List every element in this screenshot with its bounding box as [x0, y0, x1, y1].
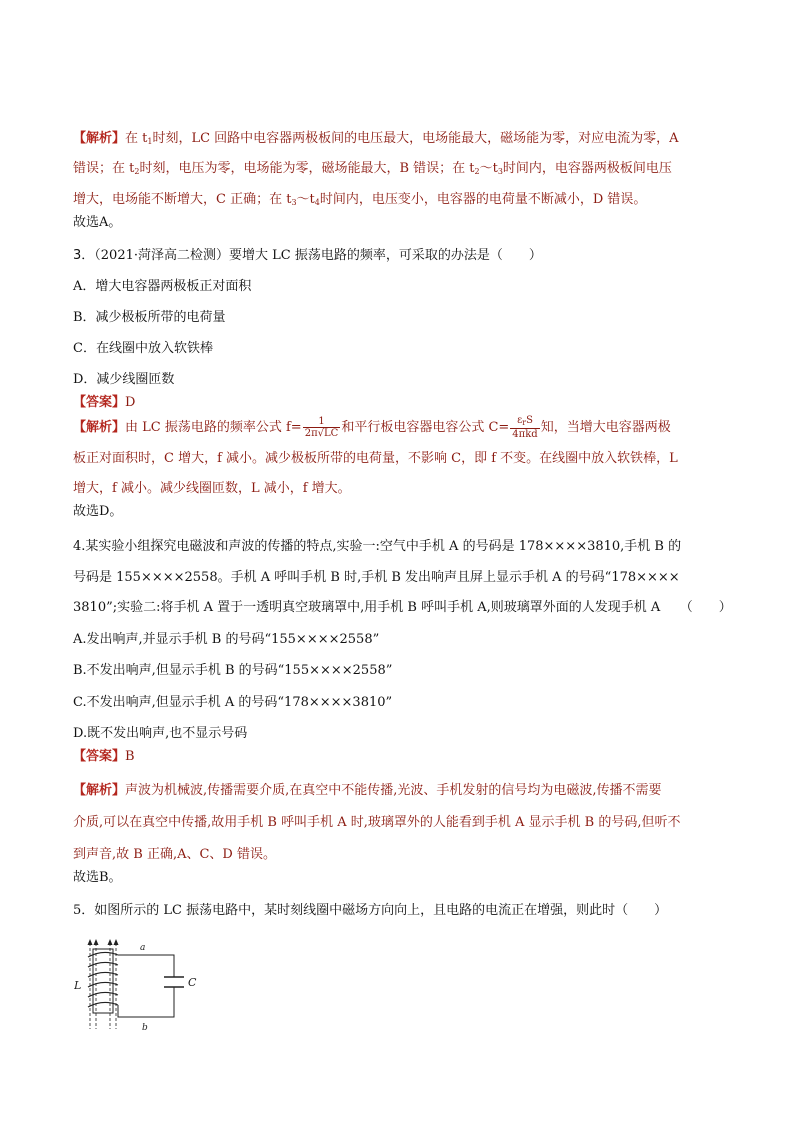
q3-analysis-line-2: 板正对面积时，C 增大，f 减小。减少极板所带的电荷量，不影响 C，即 f 不变。在线圈中放入软铁棒，L — [73, 451, 678, 466]
coil-label: L — [74, 979, 82, 992]
q4-option-d: D.既不发出响声,也不显示号码 — [73, 726, 248, 741]
q4-stem-line-2: 号码是 155××××2558。手机 A 呼叫手机 B 时,手机 B 发出响声且屏上显示手机 A 的号码“178×××× — [73, 570, 680, 585]
q4-stem-line-3: 3810”;实验二:将手机 A 置于一透明真空玻璃罩中,用手机 B 呼叫手机 A,则玻璃罩外面的人发现手机 A （ ） — [73, 600, 732, 615]
field-arrows — [88, 939, 119, 945]
q4-answer: 【答案】B — [73, 749, 135, 764]
answer-tag: 【答案】 — [73, 749, 126, 764]
analysis-tag: 【解析】 — [73, 131, 126, 146]
prev-analysis-line-3: 增大，电场能不断增大，C 正确；在 $t_3\sim t_4$时间内，电压变小，电容器的电荷量不断减小，D 错误。 — [73, 192, 647, 207]
capacitor — [164, 977, 184, 987]
circuit-wires — [118, 955, 174, 1017]
q4-choose: 故选B。 — [73, 870, 122, 885]
q4-stem-line-1: 4.某实验小组探究电磁波和声波的传播的特点,实验一:空气中手机 A 的号码是 178××××3810,手机 B 的 — [73, 539, 682, 554]
prev-analysis-line-1: 【解析】在 $t_1$时刻，LC 回路中电容器两极板间的电压最大，电场能最大，磁场能为零，对应电流为零，A — [73, 131, 679, 146]
capacitance-formula: $\frac{\varepsilon_rS}{\text{4πkd}}$ — [512, 415, 538, 440]
prev-analysis-line-2: 错误；在 $t_2$时刻，电压为零，电场能为零，磁场能最大，B 错误；在 $t_2\sim t_3$时间内，电容器两极板间电压 — [73, 161, 672, 176]
q3-option-b: B．减少极板所带的电荷量 — [73, 310, 226, 325]
q4-option-a: A.发出响声,并显示手机 B 的号码“155××××2558” — [73, 632, 380, 647]
q3-stem: 3．（2021·菏泽高二检测）要增大 LC 振荡电路的频率，可采取的办法是（ ） — [73, 248, 542, 263]
q4-option-c: C.不发出响声,但显示手机 A 的号码“178××××3810” — [73, 695, 393, 710]
analysis-tag: 【解析】 — [73, 420, 126, 435]
lc-circuit-diagram — [74, 937, 214, 1033]
q3-analysis-line-3: 增大，f 减小。减少线圈匝数，L 减小，f 增大。 — [73, 481, 351, 496]
frequency-formula: $\frac{1}{2\pi√LC}$ — [304, 416, 339, 439]
q3-analysis-line-1: 【解析】由 LC 振荡电路的频率公式 f= $\frac{1}{2\pi√LC}$ 和平行板电容器电容公式 C= $\frac{\varepsilon_rS}{\text{4πkd}}$ 知，当增大电容器两极 — [73, 415, 671, 440]
analysis-tag: 【解析】 — [73, 783, 126, 798]
answer-tag: 【答案】 — [73, 395, 126, 410]
field-lines — [90, 943, 116, 1029]
q4-analysis-line-2: 介质,可以在真空中传播,故用手机 B 呼叫手机 A 时,玻璃罩外的人能看到手机 A 显示手机 B 的号码,但听不 — [73, 815, 681, 830]
q3-option-a: A．增大电容器两极板正对面积 — [73, 279, 252, 294]
q3-option-c: C．在线圈中放入软铁棒 — [73, 341, 213, 356]
q3-number: 3． — [73, 248, 95, 263]
q5-stem: 5．如图所示的 LC 振荡电路中，某时刻线圈中磁场方向向上，且电路的电流正在增强，则此时（ ） — [73, 903, 668, 918]
q4-option-b: B.不发出响声,但显示手机 B 的号码“155××××2558” — [73, 663, 393, 678]
capacitor-label: C — [188, 976, 197, 989]
q4-analysis-line-1: 【解析】声波为机械波,传播需要介质,在真空中不能传播,光波、手机发射的信号均为电磁波,传播不需要 — [73, 783, 662, 798]
node-b-label: b — [142, 1023, 148, 1033]
node-a-label: a — [140, 943, 146, 953]
q3-option-d: D．减少线圈匝数 — [73, 372, 175, 387]
q3-choose: 故选D。 — [73, 504, 123, 519]
q4-analysis-line-3: 到声音,故 B 正确,A、C、D 错误。 — [73, 847, 276, 862]
q3-answer: 【答案】D — [73, 395, 136, 410]
prev-choose: 故选A。 — [73, 215, 122, 230]
